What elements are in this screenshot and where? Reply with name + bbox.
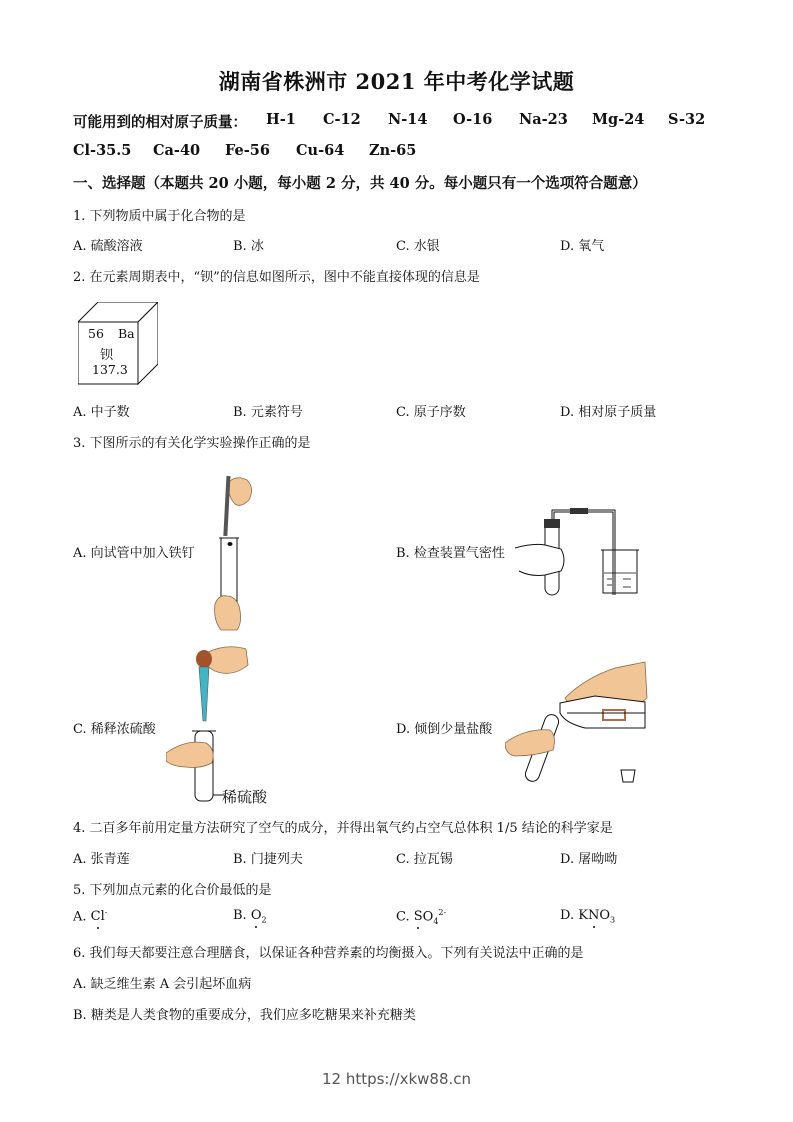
atomic-mass-item: O-16: [453, 111, 493, 128]
question-4-option-b: B. 门捷列夫: [233, 852, 303, 867]
atomic-mass-row-1: [73, 111, 705, 132]
atomic-mass-row-2: [73, 142, 416, 159]
dotted-element: O: [250, 908, 262, 923]
question-2-option-b: B. 元素符号: [233, 405, 303, 420]
question-2-option-a: A. 中子数: [73, 405, 130, 420]
question-6-stem: 6. 我们每天都要注意合理膳食，以保证各种营养素的均衡摄入。下列有关说法中正确的是: [73, 946, 584, 961]
question-5-stem: 5. 下列加点元素的化合价最低的是: [73, 883, 272, 898]
question-4-option-c: C. 拉瓦锡: [396, 852, 453, 867]
atomic-mass-item: S-32: [668, 111, 706, 128]
atomic-mass-item: C-12: [323, 111, 361, 128]
formula-rest: O: [422, 909, 434, 925]
atomic-mass-label: 可能用到的相对原子质量：: [73, 114, 247, 131]
question-1-option-d: D. 氧气: [560, 239, 605, 254]
atomic-mass-item: Ca-40: [153, 142, 201, 159]
dotted-element: S: [413, 909, 423, 925]
question-6-option-b: B. 糖类是人类食物的重要成分，我们应多吃糖果来补充糖类: [73, 1008, 416, 1023]
question-5-option-d: [560, 908, 615, 925]
dotted-element: Cl: [90, 909, 105, 925]
subscript: 3: [610, 915, 616, 925]
formula-rest: O: [599, 908, 610, 923]
question-5-option-c: [396, 908, 446, 926]
element-name: 钡: [100, 348, 114, 363]
atomic-mass-item: Cl-35.5: [73, 142, 132, 159]
page-footer: 12 https://xkw88.cn: [321, 1070, 472, 1088]
element-symbol: Ba: [118, 326, 135, 341]
charge-superscript: 2-: [438, 908, 447, 917]
question-2-option-d: D. 相对原子质量: [560, 405, 657, 420]
question-1-option-c: C. 水银: [396, 239, 440, 254]
air-tightness-check-figure: [515, 505, 645, 600]
atomic-mass-item: Mg-24: [592, 111, 645, 128]
question-3-option-a: A. 向试管中加入铁钉: [73, 546, 195, 561]
formula-pre: K: [578, 908, 588, 923]
option-prefix: A.: [73, 909, 91, 925]
diluting-sulfuric-acid-figure: [166, 643, 256, 803]
atomic-mass-item: Zn-65: [369, 142, 417, 159]
atomic-mass: 137.3: [92, 362, 128, 377]
dilute-sulfuric-acid-label: 稀硫酸: [222, 788, 268, 806]
atomic-number: 56: [88, 326, 104, 341]
question-1-option-b: B. 冰: [233, 239, 264, 254]
question-4-option-a: A. 张青莲: [73, 852, 130, 867]
question-5-option-a: [73, 908, 107, 924]
question-1-stem: 1. 下列物质中属于化合物的是: [73, 209, 246, 224]
atomic-mass-item: H-1: [266, 111, 296, 128]
question-3-option-d: D. 倾倒少量盐酸: [396, 722, 493, 737]
question-3-option-b: B. 检查装置气密性: [396, 546, 505, 561]
question-3-option-c: C. 稀释浓硫酸: [73, 722, 156, 737]
option-prefix: B.: [233, 908, 251, 923]
question-6-option-a: A. 缺乏维生素 A 会引起坏血病: [73, 977, 252, 992]
question-3-stem: 3. 下图所示的有关化学实验操作正确的是: [73, 436, 311, 451]
charge-superscript: -: [104, 908, 108, 917]
question-1-option-a: A. 硫酸溶液: [73, 239, 143, 254]
dotted-element: N: [587, 908, 600, 923]
atomic-mass-item: N-14: [388, 111, 428, 128]
atomic-mass-item: Fe-56: [225, 142, 270, 159]
pouring-hydrochloric-acid-figure: [505, 658, 655, 788]
question-2-stem: 2. 在元素周期表中，“钡”的信息如图所示，图中不能直接体现的信息是: [73, 270, 480, 285]
section-heading: 一、选择题（本题共 20 小题，每小题 2 分，共 40 分。每小题只有一个选项符合题意）: [73, 175, 647, 192]
option-prefix: D.: [560, 908, 579, 923]
question-4-stem: 4. 二百多年前用定量方法研究了空气的成分，并得出氧气约占空气总体积 1/5 结论的科学家是: [73, 821, 613, 836]
atomic-mass-item: Na-23: [519, 111, 568, 128]
atomic-mass-item: Cu-64: [296, 142, 345, 159]
page-title: 湖南省株洲市 2021 年中考化学试题: [218, 69, 575, 94]
subscript: 4: [433, 916, 439, 926]
subscript: 2: [261, 915, 267, 925]
barium-element-cell-figure: [78, 302, 158, 388]
question-2-option-c: C. 原子序数: [396, 405, 466, 420]
option-prefix: C.: [396, 909, 414, 925]
question-5-option-b: [233, 908, 267, 925]
adding-nail-to-test-tube-figure: [205, 474, 255, 632]
question-4-option-d: D. 屠呦呦: [560, 852, 618, 867]
